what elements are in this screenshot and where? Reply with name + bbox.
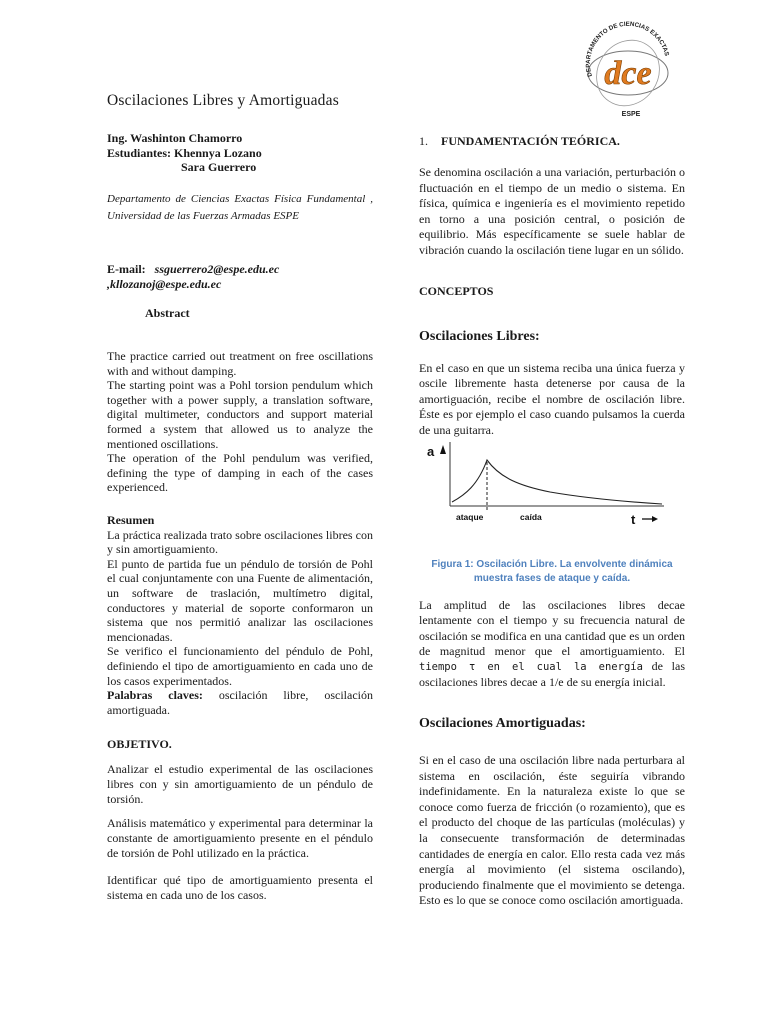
libres-p1: En el caso en que un sistema reciba una única fuerza y oscile libremente hasta detenerse por causa de la amortiguación, recibe el nombre de oscilación libre. Éste es por ejemplo el caso cuando pulsamos la cuerda de una guitarra. (419, 361, 685, 437)
figure-caption: Figura 1: Oscilación Libre. La envolvente dinámica muestra fases de ataque y caída. (431, 559, 673, 584)
phase-attack-label: ataque (456, 512, 484, 522)
students-line: Estudiantes: Khennya Lozano (107, 145, 262, 160)
keywords-label: Palabras claves: (107, 688, 203, 703)
resumen-section (107, 513, 373, 717)
objetivo-heading: OBJETIVO. (107, 737, 172, 751)
libres-p2 (419, 598, 685, 691)
resumen-p2: El punto de partida fue un péndulo de torsión de Pohl el cual conjuntamente con una Fuente de alimentación, un software de traslación, multímetro digital, conductores y material de soporte conformaron un sistema que nos permitió analizar las oscilaciones mencionadas. (107, 556, 373, 644)
keywords-text: oscilación libre, oscilación amortiguada. (107, 688, 374, 717)
y-arrow-icon (440, 445, 446, 454)
student-2: Sara Guerrero (181, 160, 257, 174)
section-number: 1. (419, 134, 428, 148)
objetivo-p2: Análisis matemático y experimental para determinar la constante de amortiguamiento presente en el péndulo de torsión de Pohl utilizado en la práctica. (107, 816, 373, 860)
amortiguadas-p1: Si en el caso de una oscilación libre nada perturbara al sistema en oscilación, éste seguiría vibrando indefinidamente. En la naturaleza existe lo que se conoce como fuerza de fricción (o rozamiento), que es el producto del choque de las partículas (moléculas) y la consecuente transformación de determinadas cantidades de energía en calor. Ello resta cada vez más energía al movimiento (el sistema oscilando), produciendo finalmente que el movimiento se detenga. Esto es lo que se conoce como oscilación amortiguada. (419, 753, 685, 908)
conceptos-heading: CONCEPTOS (419, 284, 494, 298)
paper-title: Oscilaciones Libres y Amortiguadas (107, 92, 339, 109)
section-title: FUNDAMENTACIÓN TEÓRICA. (441, 134, 620, 148)
abstract-p2: The starting point was a Pohl torsion pendulum which together with a power supply, a translation software, digital multimeter, conductors and support material formed a system that allowed us to analyze the mentioned oscillations. (107, 378, 373, 451)
logo-letters: dce (604, 55, 652, 92)
figure-x-label: t (631, 512, 636, 527)
x-arrow-icon (652, 516, 658, 522)
abstract-p3: The operation of the Pohl pendulum was verified, defining the type of damping in each of the cases experienced. (107, 451, 373, 495)
libres-p2-before: La amplitud de las oscilaciones libres decae lentamente con el tiempo y su frecuencia natural de oscilación se modifica en una cantidad que es un orden de magnitud menor que el amortiguamiento. El (419, 598, 685, 658)
section-1-heading (419, 134, 620, 149)
resumen-p1: La práctica realizada trato sobre oscilaciones libres con y sin amortiguamiento. (107, 527, 373, 557)
amortiguadas-heading: Oscilaciones Amortiguadas: (419, 716, 586, 731)
abstract-body (107, 349, 373, 495)
email-1: ssguerrero2@espe.edu.ec (154, 262, 280, 276)
logo-arc-text: DEPARTAMENTO DE CIENCIAS EXACTAS (584, 20, 671, 78)
libres-p2-tau: tiempo τ en el cual la energía (419, 661, 643, 674)
free-oscillation-figure (420, 440, 666, 536)
section-1-intro: Se denomina oscilación a una variación, perturbación o fluctuación en el tiempo de un medio o sistema. En física, química e ingeniería es el movimiento repetido en torno a una posición central, o posición de equilibrio. Más específicamente se suele hablar de vibración cuando la oscilación tiene lugar en un sólido. (419, 165, 685, 257)
phase-decay-label: caída (520, 512, 542, 522)
objetivo-p1: Analizar el estudio experimental de las oscilaciones libres con y sin amortiguamiento de un péndulo de torsión. (107, 762, 373, 806)
figure-y-label: a (427, 444, 435, 459)
department-affiliation: Departamento de Ciencias Exactas Física Fundamental , Universidad de las Fuerzas Armadas ESPE (107, 193, 373, 222)
abstract-p1: The practice carried out treatment on free oscillations with and without damping. (107, 349, 373, 378)
abstract-heading: Abstract (145, 306, 190, 320)
libres-heading: Oscilaciones Libres: (419, 329, 540, 344)
resumen-heading: Resumen (107, 513, 155, 527)
department-logo (578, 18, 678, 118)
author-line: Ing. Washinton Chamorro (107, 131, 243, 145)
keywords (107, 688, 373, 717)
libres-p2-after: de las oscilaciones libres decae a 1/e de su energía inicial. (419, 659, 686, 690)
resumen-p3: Se verifico el funcionamiento del péndulo de Pohl, definiendo el tipo de amortiguamiento en cada uno de los casos experimentados. (107, 644, 373, 688)
email-2: ,kllozanoj@espe.edu.ec (107, 276, 222, 291)
logo-caption: ESPE (621, 111, 641, 118)
objetivo-p3: Identificar qué tipo de amortiguamiento presenta el sistema en cada uno de los casos. (107, 873, 373, 902)
author-block (107, 131, 262, 175)
email-label: E-mail: (107, 262, 146, 276)
email-block (107, 262, 279, 291)
envelope-curve (452, 460, 662, 504)
